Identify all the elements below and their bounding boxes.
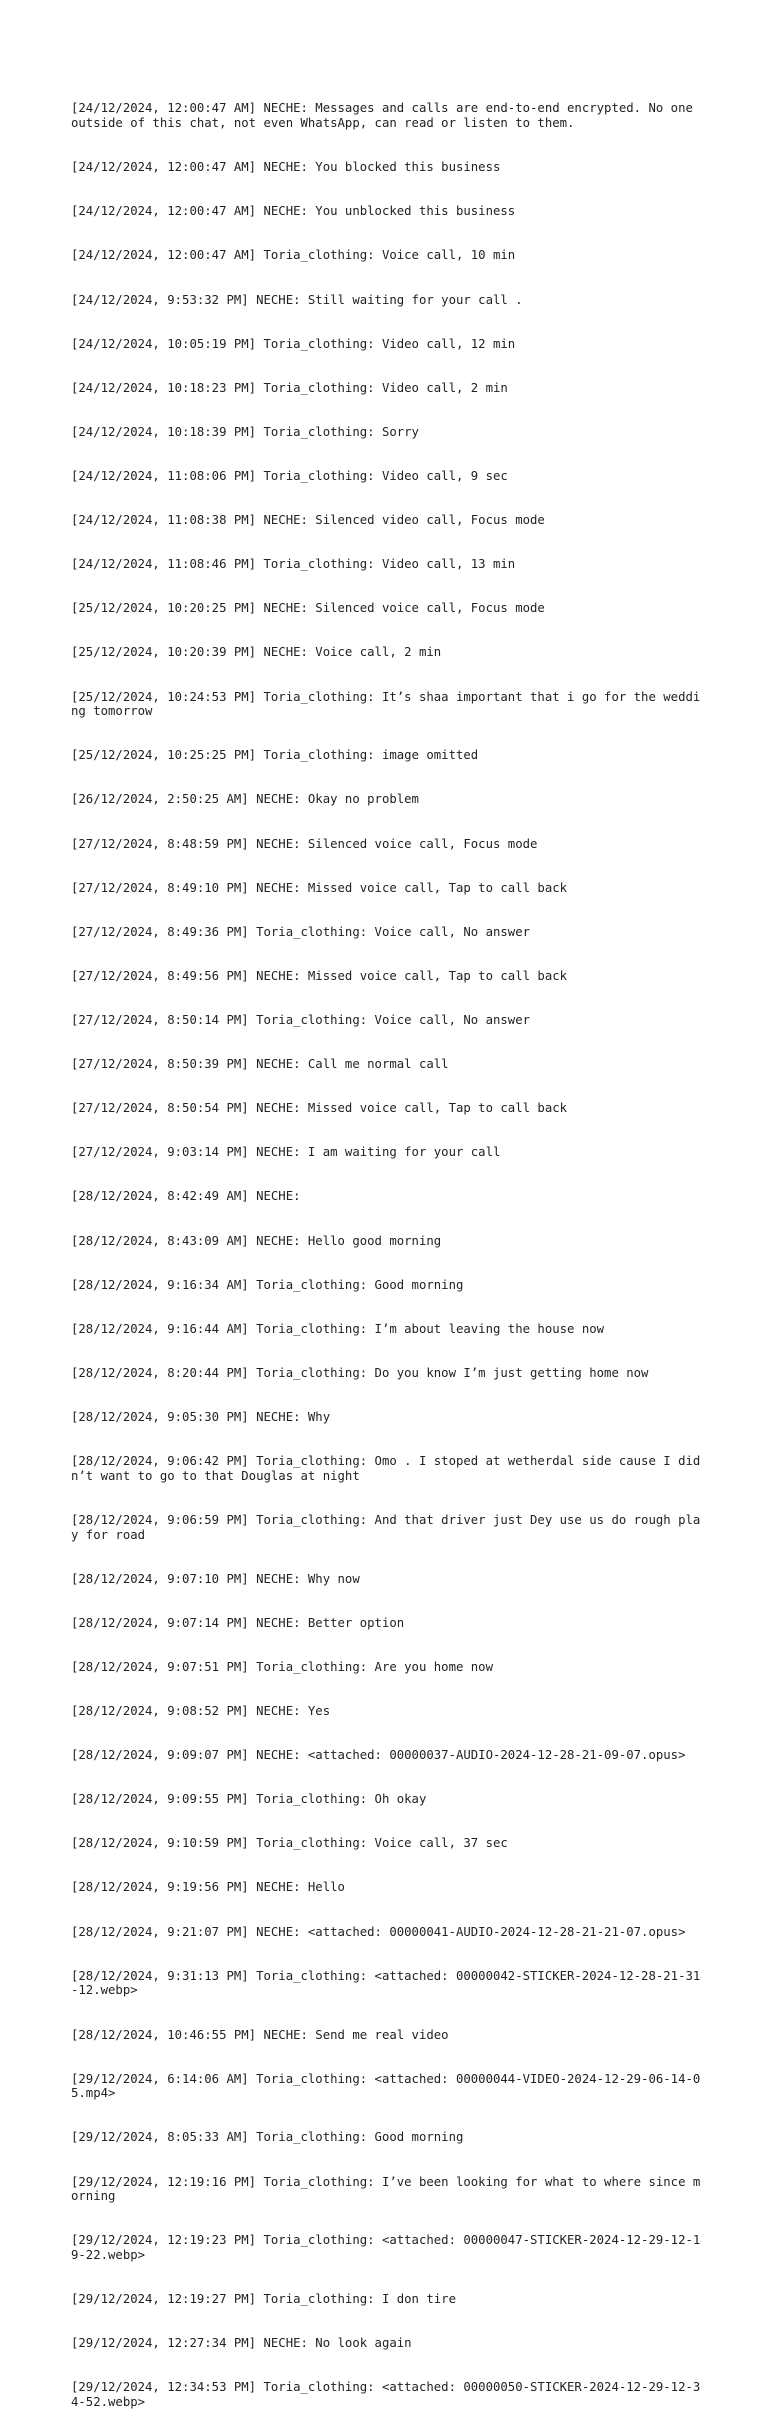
chat-line: [28/12/2024, 9:06:42 PM] Toria_clothing: Omo . I stoped at wetherdal side cause I didn’t want to go to that Douglas at night: [71, 1454, 701, 1483]
chat-line: [24/12/2024, 10:18:23 PM] Toria_clothing: Video call, 2 min: [71, 380, 508, 395]
chat-line: [27/12/2024, 8:49:56 PM] NECHE: Missed voice call, Tap to call back: [71, 968, 568, 983]
chat-line: [24/12/2024, 11:08:38 PM] NECHE: Silenced video call, Focus mode: [71, 513, 545, 528]
chat-line: [28/12/2024, 8:42:49 AM] NECHE:: [71, 1189, 301, 1204]
chat-line: [28/12/2024, 9:06:59 PM] Toria_clothing: And that driver just Dey use us do rough play for road: [71, 1512, 701, 1542]
chat-line: [28/12/2024, 9:16:34 AM] Toria_clothing: Good morning: [71, 1277, 464, 1292]
chat-line: [28/12/2024, 9:21:07 PM] NECHE: <attached: 00000041-AUDIO-2024-12-28-21-21-07.opus>: [71, 1924, 686, 1939]
chat-line: [28/12/2024, 9:07:51 PM] Toria_clothing: Are you home now: [71, 1659, 493, 1674]
chat-line: [28/12/2024, 9:07:10 PM] NECHE: Why now: [71, 1571, 360, 1586]
chat-line: [29/12/2024, 12:19:27 PM] Toria_clothing: I don tire: [71, 2292, 456, 2307]
chat-line: [25/12/2024, 10:24:53 PM] Toria_clothing: It’s shaa important that i go for the wedding tomorrow: [71, 689, 701, 719]
chat-line: [24/12/2024, 10:18:39 PM] Toria_clothing: Sorry: [71, 424, 419, 439]
chat-line: [27/12/2024, 8:49:36 PM] Toria_clothing: Voice call, No answer: [71, 924, 531, 939]
chat-line: [24/12/2024, 12:00:47 AM] NECHE: You blocked this business: [71, 160, 501, 175]
chat-line: [29/12/2024, 8:05:33 AM] Toria_clothing: Good morning: [71, 2130, 464, 2145]
chat-line: [28/12/2024, 9:09:55 PM] Toria_clothing: Oh okay: [71, 1792, 427, 1807]
chat-transcript: [71, 72, 703, 2425]
chat-line: [25/12/2024, 10:20:39 PM] NECHE: Voice call, 2 min: [71, 645, 442, 660]
chat-line: [28/12/2024, 8:20:44 PM] Toria_clothing: Do you know I’m just getting home now: [71, 1365, 649, 1380]
chat-line: [27/12/2024, 9:03:14 PM] NECHE: I am waiting for your call: [71, 1145, 501, 1160]
chat-line: [24/12/2024, 10:05:19 PM] Toria_clothing: Video call, 12 min: [71, 336, 516, 351]
chat-line: [24/12/2024, 9:53:32 PM] NECHE: Still waiting for your call .: [71, 292, 523, 307]
chat-line: [27/12/2024, 8:50:54 PM] NECHE: Missed voice call, Tap to call back: [71, 1101, 568, 1116]
chat-line: [28/12/2024, 10:46:55 PM] NECHE: Send me real video: [71, 2027, 449, 2042]
chat-line: [26/12/2024, 2:50:25 AM] NECHE: Okay no problem: [71, 792, 419, 807]
chat-line: [29/12/2024, 12:34:53 PM] Toria_clothing: <attached: 00000050-STICKER-2024-12-29-12-34-52.webp>: [71, 2380, 701, 2410]
chat-line: [24/12/2024, 12:00:47 AM] NECHE: You unblocked this business: [71, 204, 516, 219]
chat-line: [24/12/2024, 11:08:06 PM] Toria_clothing: Video call, 9 sec: [71, 468, 508, 483]
chat-line: [27/12/2024, 8:50:14 PM] Toria_clothing: Voice call, No answer: [71, 1013, 531, 1027]
chat-line: [24/12/2024, 12:00:47 AM] NECHE: Messages and calls are end-to-end encrypted. No one outside of this chat, not even WhatsApp, can read or listen to them.: [71, 101, 701, 131]
chat-line: [28/12/2024, 9:19:56 PM] NECHE: Hello: [71, 1880, 345, 1895]
chat-line: [25/12/2024, 10:20:25 PM] NECHE: Silenced voice call, Focus mode: [71, 601, 545, 616]
chat-line: [28/12/2024, 8:43:09 AM] NECHE: Hello good morning: [71, 1233, 442, 1248]
chat-line: [28/12/2024, 9:16:44 AM] Toria_clothing: I’m about leaving the house now: [71, 1321, 605, 1336]
chat-line: [25/12/2024, 10:25:25 PM] Toria_clothing: image omitted: [71, 748, 479, 763]
chat-line: [28/12/2024, 9:09:07 PM] NECHE: <attached: 00000037-AUDIO-2024-12-28-21-09-07.opus>: [71, 1748, 686, 1763]
chat-line: [29/12/2024, 12:19:16 PM] Toria_clothing: I’ve been looking for what to where since morning: [71, 2174, 701, 2204]
chat-line: [27/12/2024, 8:48:59 PM] NECHE: Silenced voice call, Focus mode: [71, 836, 538, 851]
chat-line: [28/12/2024, 9:10:59 PM] Toria_clothing: Voice call, 37 sec: [71, 1836, 508, 1851]
chat-line: [27/12/2024, 8:49:10 PM] NECHE: Missed voice call, Tap to call back: [71, 880, 568, 895]
chat-line: [28/12/2024, 9:31:13 PM] Toria_clothing: <attached: 00000042-STICKER-2024-12-28-21-31-12.webp>: [71, 1968, 701, 1998]
chat-line: [24/12/2024, 11:08:46 PM] Toria_clothing: Video call, 13 min: [71, 557, 516, 572]
chat-line: [29/12/2024, 12:19:23 PM] Toria_clothing: <attached: 00000047-STICKER-2024-12-29-12-19-22.webp>: [71, 2233, 701, 2263]
chat-line: [28/12/2024, 9:05:30 PM] NECHE: Why: [71, 1409, 331, 1424]
chat-line: [29/12/2024, 12:27:34 PM] NECHE: No look again: [71, 2336, 412, 2351]
chat-line: [28/12/2024, 9:07:14 PM] NECHE: Better option: [71, 1615, 405, 1630]
chat-line: [24/12/2024, 12:00:47 AM] Toria_clothing: Voice call, 10 min: [71, 248, 516, 263]
chat-line: [27/12/2024, 8:50:39 PM] NECHE: Call me normal call: [71, 1057, 449, 1072]
chat-line: [28/12/2024, 9:08:52 PM] NECHE: Yes: [71, 1704, 331, 1719]
chat-line: [29/12/2024, 6:14:06 AM] Toria_clothing: <attached: 00000044-VIDEO-2024-12-29-06-14-05.mp4>: [71, 2071, 701, 2101]
